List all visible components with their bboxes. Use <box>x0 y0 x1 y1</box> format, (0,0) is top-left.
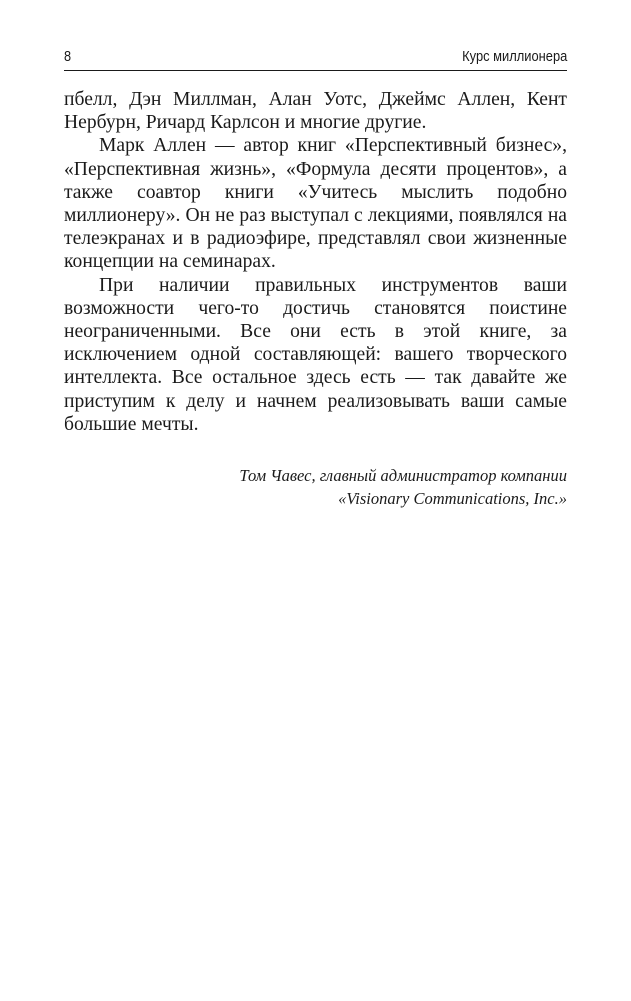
signature-author: Том Чавес, главный администратор компании <box>239 466 567 485</box>
running-title: Курс миллионера <box>461 48 567 65</box>
signature-block <box>64 465 567 510</box>
body-text <box>64 88 567 436</box>
paragraph-tools: При наличии правильных инструментов ваши возможности чего-то достичь становятся поистине неограниченными. Все они есть в этой книге, за исключением одной составляющей: вашего творческого интеллекта. Все остальное здесь есть — так давайте же приступим к делу и начнем реализовывать ваши самые большие мечты. <box>64 274 567 435</box>
paragraph-mark-allen: Марк Аллен — автор книг «Перспективный бизнес», «Перспективная жизнь», «Формула десяти процентов», а также соавтор книги «Учитесь мыслить подобно миллионеру». Он не раз выступал с лекциями, появлялся на телеэкранах и в радиоэфире, представлял свои жизненные концепции на семинарах. <box>64 135 567 273</box>
paragraph-continuation: пбелл, Дэн Миллман, Алан Уотс, Джеймс Аллен, Кент Нербурн, Ричард Карлсон и многие другие. <box>64 89 567 134</box>
page-number: 8 <box>64 48 72 65</box>
running-header <box>64 44 567 71</box>
signature-company: «Visionary Communications, Inc.» <box>338 488 567 508</box>
